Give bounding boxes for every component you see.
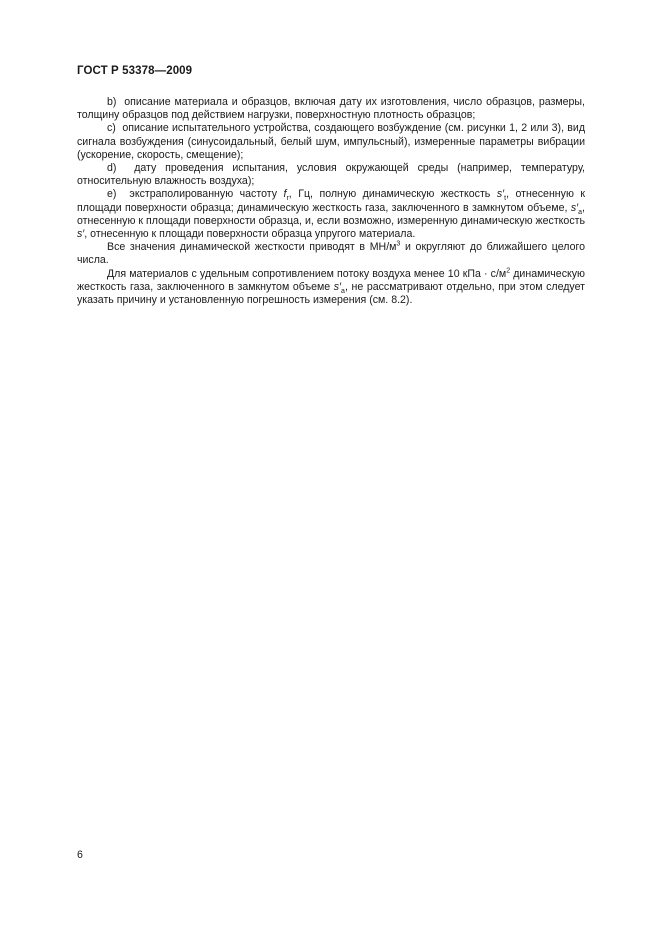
list-marker: е) <box>107 188 117 201</box>
list-item-d <box>77 162 585 188</box>
symbol-subscript: t <box>504 195 507 203</box>
superscript: 3 <box>396 240 401 248</box>
text-fragment: экстраполированную частоту <box>129 188 284 201</box>
document-body <box>77 96 585 307</box>
list-item-text: описание испытательного устройства, создающего возбуждение (см. рисунки 1, 2 или 3), вид сигнала возбуждения (синусоидальный, белый шум, импульсный), измеренные параметры вибрации (ускорение, скорость, смещение); <box>77 122 585 161</box>
list-item-b <box>77 96 585 122</box>
paragraph-values <box>77 241 585 267</box>
text-fragment: динамическую жесткость газа, заключенного в замкнутом объеме <box>77 267 585 293</box>
symbol-stiffness-gas: s′ <box>570 201 579 214</box>
text-fragment: Для материалов с удельным сопротивлением потоку воздуха менее 10 кПа · с/м <box>107 267 507 280</box>
symbol-frequency: f <box>283 188 287 201</box>
page-number: 6 <box>77 849 83 861</box>
text-fragment: , не рассматривают отдельно, при этом следует указать причину и установленную погрешность измерения (см. 8.2). <box>77 280 586 307</box>
list-marker: с) <box>107 122 116 135</box>
symbol-stiffness-gas: s′ <box>333 280 342 293</box>
list-item-e <box>77 188 585 241</box>
list-item-c <box>77 122 585 162</box>
symbol-subscript: r <box>286 195 289 203</box>
text-fragment: , отнесенную к площади поверхности образца упругого материала. <box>84 228 416 241</box>
symbol-subscript: a <box>578 208 583 216</box>
text-fragment: Все значения динамической жесткости приводят в МН/м <box>107 241 397 254</box>
text-fragment: , Гц, полную динамическую жесткость <box>288 188 497 201</box>
superscript: 2 <box>506 267 511 275</box>
list-item-text: описание материала и образцов, включая дату их изготовления, число образцов, размеры, толщину образцов под действием нагрузки, поверхностную плотность образцов; <box>77 96 585 122</box>
symbol-stiffness-total: s′ <box>496 188 505 201</box>
text-fragment: и округляют до ближайшего целого числа. <box>77 241 585 267</box>
document-header: ГОСТ Р 53378—2009 <box>77 65 193 77</box>
text-fragment: , отнесенную к площади поверхности образца; динамическую жесткость газа, заключенного в замкнутом объеме, <box>77 188 586 214</box>
symbol-subscript: a <box>341 287 345 295</box>
symbol-stiffness-measured: s′ <box>77 228 85 241</box>
list-marker: d) <box>107 162 117 175</box>
text-fragment: , отнесенную к площади поверхности образца, и, если возможно, измеренную динамическую жесткость <box>77 201 585 227</box>
list-marker: b) <box>107 96 117 108</box>
paragraph-resistance <box>77 268 585 308</box>
list-item-text: дату проведения испытания, условия окружающей среды (например, температуру, относительную влажность воздуха); <box>77 162 586 188</box>
